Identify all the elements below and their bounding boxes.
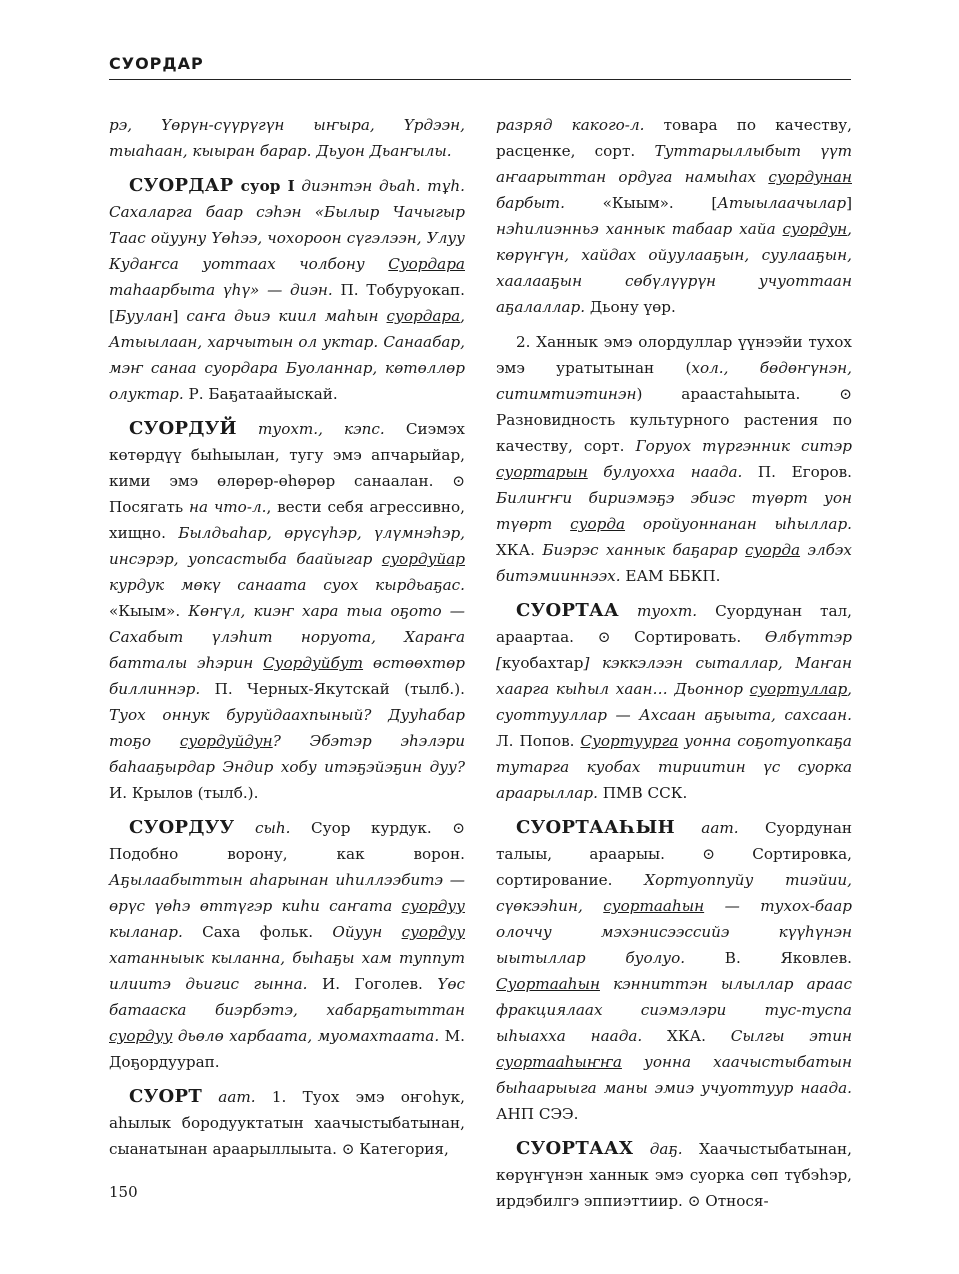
headword: СУОРТААҺЫН xyxy=(516,817,675,838)
left-column xyxy=(109,112,465,1171)
headword: СУОРДУЙ xyxy=(129,418,237,439)
entry-suortaa: СУОРТАА туохт. Суордунан тал, араартаа. ⊙ Сортировать. Өлбүттэр [куобахтар] кэккэлээн сыталлар, Маҥан хаарга кыһыл хаан… Дьоннор суортуллар, суоттууллар — Ахсаан аҕыыта, сахсаан. Л. Попов. Суортуурга уонна соҕотуопкаҕа тутарга куобах тириитин үс суорка араарыллар. ПМВ ССК. xyxy=(496,600,852,802)
entry-continuation: рэ, Үөрүн-сүүрүгүн ыҥыра, Үрдээн, тыаһаан, кыыран барар. Дьуон Дьаҥылы. xyxy=(109,116,465,160)
entry-suortaah: СУОРТААХ даҕ. Хаачыстыбатынан, көрүҥүнэн ханнык эмэ суорка сөп түбэһэр, ирдэбилгэ эппиэттиир. ⊙ Относя- xyxy=(496,1138,852,1210)
headword: СУОРДАР xyxy=(129,175,234,196)
entry-suorduu: СУОРДУУ сыһ. Суор курдук. ⊙ Подобно ворону, как ворон. Аҕылаабыттын аһарынан иһиллээбитэ — өрүс үөһэ өттүгэр киһи саҥата суордуу кыланар. Саха фольк. Ойуун суордуу хатанныык кыланна, быһаҕы хам туппут илиитэ дьигис гынна. И. Гоголев. Үөс батааска биэрбэтэ, хабарҕатыттан суордуу дьөлө харбаата, муомахтаата. М. Доҕордуурап. xyxy=(109,817,466,1071)
running-head: СУОРДАР xyxy=(109,54,204,73)
entry-suort-sense-2: 2. Ханнык эмэ олордуллар үүнээйи тухох эмэ уратытынан (хол., бөдөҥүнэн, ситимтиэтинэн) араастаһыыта. ⊙ Разновидность культурного растения по качеству, сорт. Горуох түргэнник ситэр суортарын булуохха наада. П. Егоров. Билиҥҥи бириэмэҕэ эбиэс түөрт уон түөрт суорда оройуоннанан ыһыллар. ХКА. Биэрэс ханнык баҕарар суорда элбэх битэмииннээх. ЕАМ ББКП. xyxy=(496,333,852,585)
entry-suort: СУОРТ аат. 1. Туох эмэ оҥоһук, аһылык бородууктатын хаачыстыбатынан, сыанатынан араарыллыыта. ⊙ Категория, xyxy=(109,1086,465,1158)
headword: СУОРДУУ xyxy=(129,817,235,838)
headword: СУОРТ xyxy=(129,1086,203,1107)
entry-suort-continued: разряд какого-л. товара по качеству, расценке, сорт. Туттарыллыбыт үүт аҥаарыттан ордуга намыһах суордунан барбыт. «Кыым». [Атыылаачылар] нэһилиэнньэ ханнык табаар хайа суордун, көрүҥүн, хайдах ойуулааҕын, суулааҕын, хаалааҕын сөбүлүүрүн учуоттаан аҕалаллар. Дьону үөр. xyxy=(496,116,852,316)
headword: СУОРТААХ xyxy=(516,1138,634,1159)
page-number: 150 xyxy=(109,1183,138,1201)
header-rule xyxy=(109,79,851,80)
headword: СУОРТАА xyxy=(516,600,619,621)
entry-suortaahyn: СУОРТААҺЫН аат. Суордунан талыы, араарыы. ⊙ Сортировка, сортирование. Хортуоппуйу тиэйии, сүөкээһин, суортааһын — тухох-баар олоччу мэхэнисээссийэ күүһүнэн ыытыллар буолуо. В. Яковлев. Суортааһын кэнниттэн ылыллар араас фракциялаах сиэмэлэри тус-туспа ыһыахха наада. ХКА. Сылгы этин суортааһыҥҥа уонна хаачыстыбатын быһаарыыга маны эмиэ учуоттуур наада. АНП СЭЭ. xyxy=(496,817,853,1123)
entry-suordar: СУОРДАР суор I диэнтэн дьаһ. тұһ. Сахаларга баар сэһэн «Былыр Чачыгыр Таас ойууну Үөһээ, чохороон сүгэлээн, Улуу Кудаҥса уоттаах чолбону Суордара таһаарбыта үһү» — диэн. П. Тобуруокап. [Буулан] саҥа дьиэ киил маһын суордара, Атыылаан, харчытын ол уктар. Санаабар, мэҥ санаа суордара Буоланнар, көтөллөр олуктар. Р. Баҕатаайыскай. xyxy=(109,175,465,403)
entry-suorduy: СУОРДУЙ туохт., кэпс. Сиэмэх көтөрдүү быһыылан, тугу эмэ апчарыйар, кими эмэ өлөрөр-өһөрөр санаалан. ⊙ Посягать на что-л., вести себя агрессивно, хищно. Былдьаһар, өрүсүһэр, үлүмнэһэр, инсэрэр, уопсастыба баайыгар суордуйар курдук мөкү санаата суох кырдьаҕас. «Кыым». Көҥүл, киэҥ хара тыа оҕото — Сахабыт үлэһит норуота, Хараҥа батталы эһэрин Суордуйбут өстөөхтөр биллиннэр. П. Черных-Якутскай (тылб.). Туох оннук буруйдаахпыный? Дууһабар тоҕо суордуйдун? Эбэтэр эһэлэри баһааҕырдар Эндир хобу итэҕэйэҕин дуу? И. Крылов (тылб.). xyxy=(109,418,466,802)
right-column xyxy=(496,112,852,1223)
